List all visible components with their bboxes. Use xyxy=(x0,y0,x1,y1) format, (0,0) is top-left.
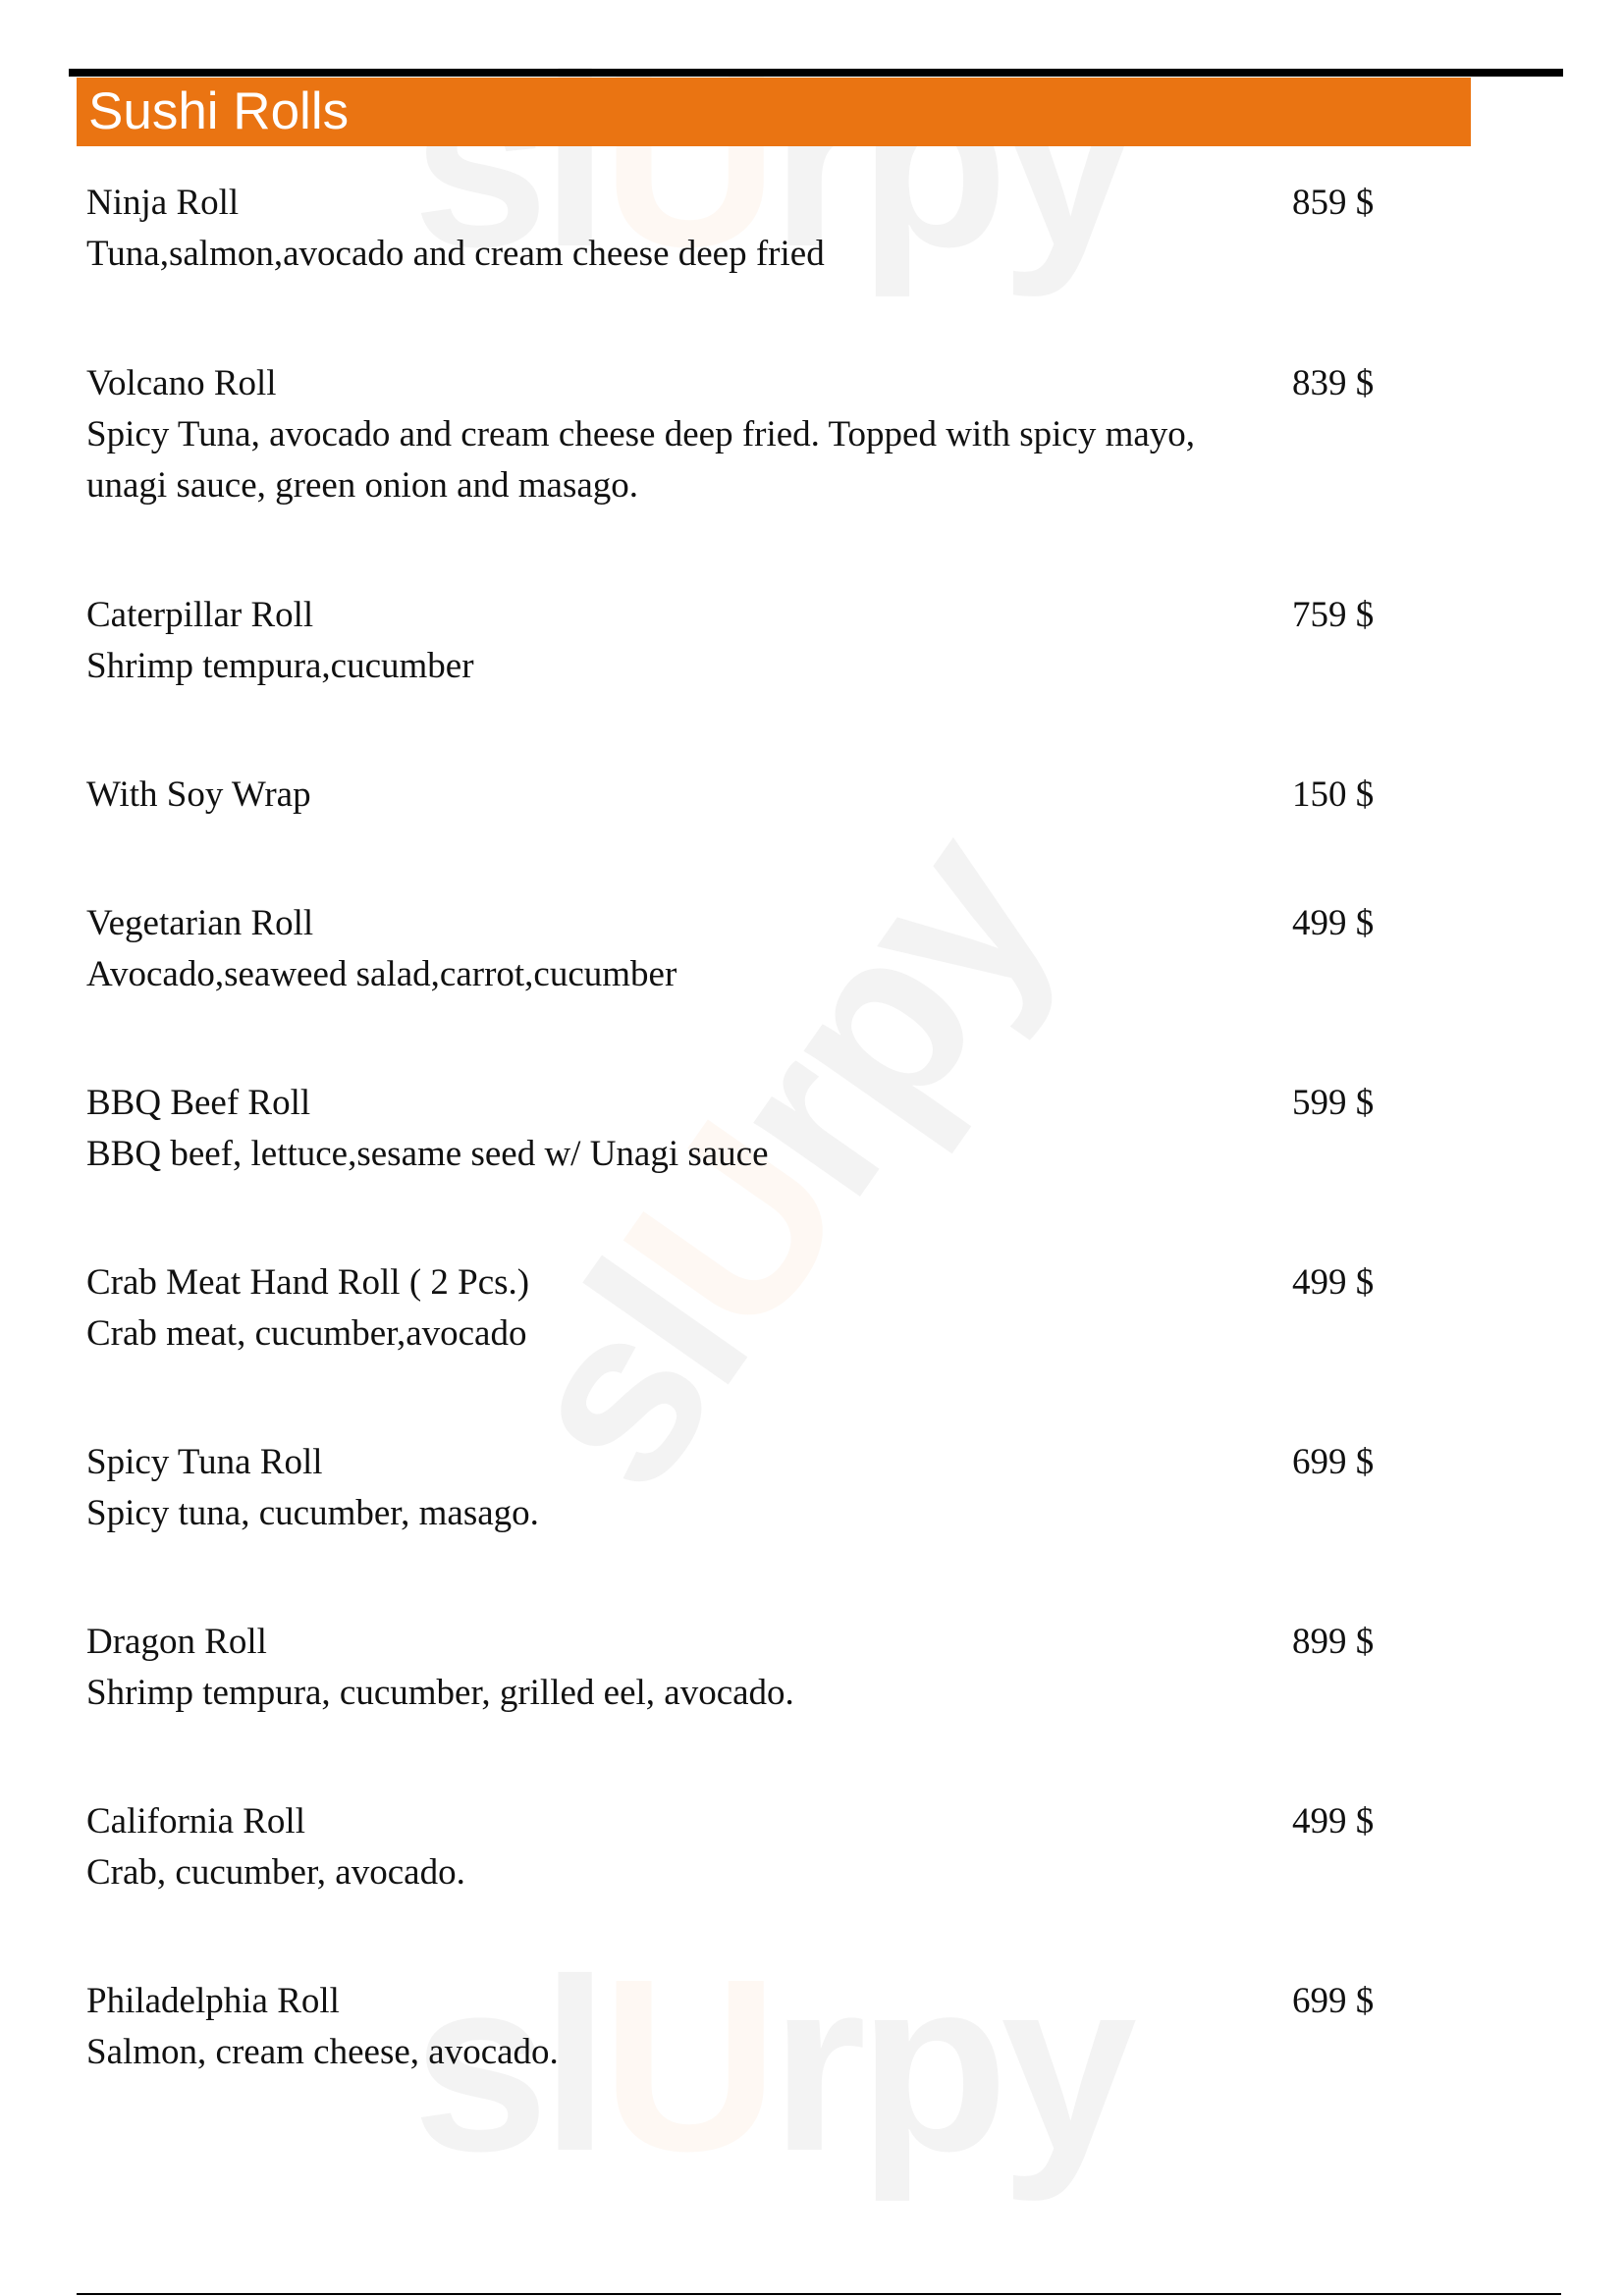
item-name: Spicy Tuna Roll xyxy=(86,1442,323,1482)
item-price: 499 $ xyxy=(1292,1262,1375,1303)
menu-item xyxy=(86,1078,1432,1180)
item-price: 499 $ xyxy=(1292,903,1375,943)
item-name: Volcano Roll xyxy=(86,363,277,403)
item-name: Philadelphia Roll xyxy=(86,1981,340,2021)
item-name: Dragon Roll xyxy=(86,1622,267,1662)
item-price: 699 $ xyxy=(1292,1981,1375,2021)
item-description: BBQ beef, lettuce,sesame seed w/ Unagi sauce xyxy=(86,1134,769,1174)
item-price: 839 $ xyxy=(1292,363,1375,403)
item-price: 599 $ xyxy=(1292,1083,1375,1123)
item-description: Spicy Tuna, avocado and cream cheese deep fried. Topped with spicy mayo, unagi sauce, green onion and masago. xyxy=(86,414,1196,506)
item-name: Caterpillar Roll xyxy=(86,595,314,635)
item-price: 150 $ xyxy=(1292,774,1375,815)
item-description: Crab meat, cucumber,avocado xyxy=(86,1313,527,1354)
item-price: 899 $ xyxy=(1292,1622,1375,1662)
item-description: Salmon, cream cheese, avocado. xyxy=(86,2032,559,2072)
menu-item xyxy=(86,1437,1432,1539)
menu-item xyxy=(86,358,1432,511)
menu-item xyxy=(86,770,1432,821)
menu-item xyxy=(86,178,1432,280)
item-description: Tuna,salmon,avocado and cream cheese deep fried xyxy=(86,234,825,274)
item-description: Spicy tuna, cucumber, masago. xyxy=(86,1493,539,1533)
item-name: With Soy Wrap xyxy=(86,774,311,815)
item-description: Shrimp tempura,cucumber xyxy=(86,646,474,686)
menu-item xyxy=(86,898,1432,1000)
item-price: 499 $ xyxy=(1292,1801,1375,1842)
item-name: Crab Meat Hand Roll ( 2 Pcs.) xyxy=(86,1262,530,1303)
item-price: 859 $ xyxy=(1292,183,1375,223)
section-title: Sushi Rolls xyxy=(88,82,350,140)
item-name: California Roll xyxy=(86,1801,305,1842)
item-description: Avocado,seaweed salad,carrot,cucumber xyxy=(86,954,677,994)
menu-item xyxy=(86,1617,1432,1719)
menu-item xyxy=(86,590,1432,692)
menu-item xyxy=(86,1976,1432,2078)
item-name: Vegetarian Roll xyxy=(86,903,314,943)
item-description: Crab, cucumber, avocado. xyxy=(86,1852,465,1893)
item-name: BBQ Beef Roll xyxy=(86,1083,311,1123)
menu-item xyxy=(86,1796,1432,1898)
item-description: Shrimp tempura, cucumber, grilled eel, avocado. xyxy=(86,1673,794,1713)
item-price: 759 $ xyxy=(1292,595,1375,635)
bottom-divider xyxy=(77,2293,1561,2295)
item-name: Ninja Roll xyxy=(86,183,240,223)
item-price: 699 $ xyxy=(1292,1442,1375,1482)
menu-item xyxy=(86,1257,1432,1360)
